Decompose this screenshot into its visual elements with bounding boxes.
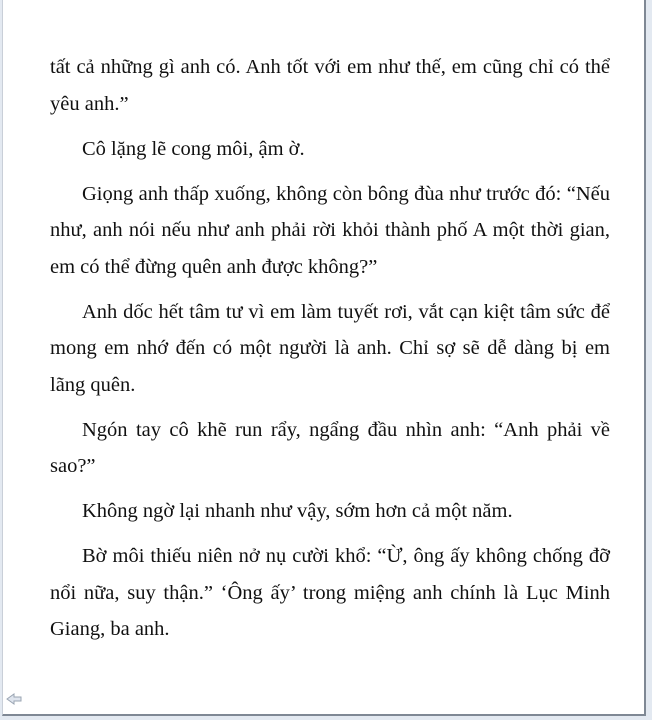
arrow-left-icon <box>6 692 22 706</box>
paragraph: Ngón tay cô khẽ run rẩy, ngẩng đầu nhìn anh: “Anh phải về sao?” <box>50 418 610 477</box>
paragraph: Bờ môi thiếu niên nở nụ cười khổ: “Ừ, ông ấy không chống đỡ nổi nữa, suy thận.” ‘Ông ấy’ trong miệng anh chính là Lục Minh Giang, ba anh. <box>50 545 610 640</box>
document-page <box>2 0 646 716</box>
paragraph: Không ngờ lại nhanh như vậy, sớm hơn cả một năm. <box>82 500 513 522</box>
paragraph: Giọng anh thấp xuống, không còn bông đùa như trước đó: “Nếu như, anh nói nếu như anh phải rời khỏi thành phố A một thời gian, em có thể đừng quên anh được không?” <box>50 182 610 278</box>
paragraph: Anh dốc hết tâm tư vì em làm tuyết rơi, vắt cạn kiệt tâm sức để mong em nhớ đến có một người là anh. Chỉ sợ sẽ dễ dàng bị em lãng quên. <box>50 300 610 396</box>
paragraph: Cô lặng lẽ cong môi, ậm ờ. <box>82 137 305 160</box>
document-body <box>50 49 610 656</box>
paragraph: tất cả những gì anh có. Anh tốt với em như thế, em cũng chỉ có thể yêu anh.” <box>50 56 610 115</box>
